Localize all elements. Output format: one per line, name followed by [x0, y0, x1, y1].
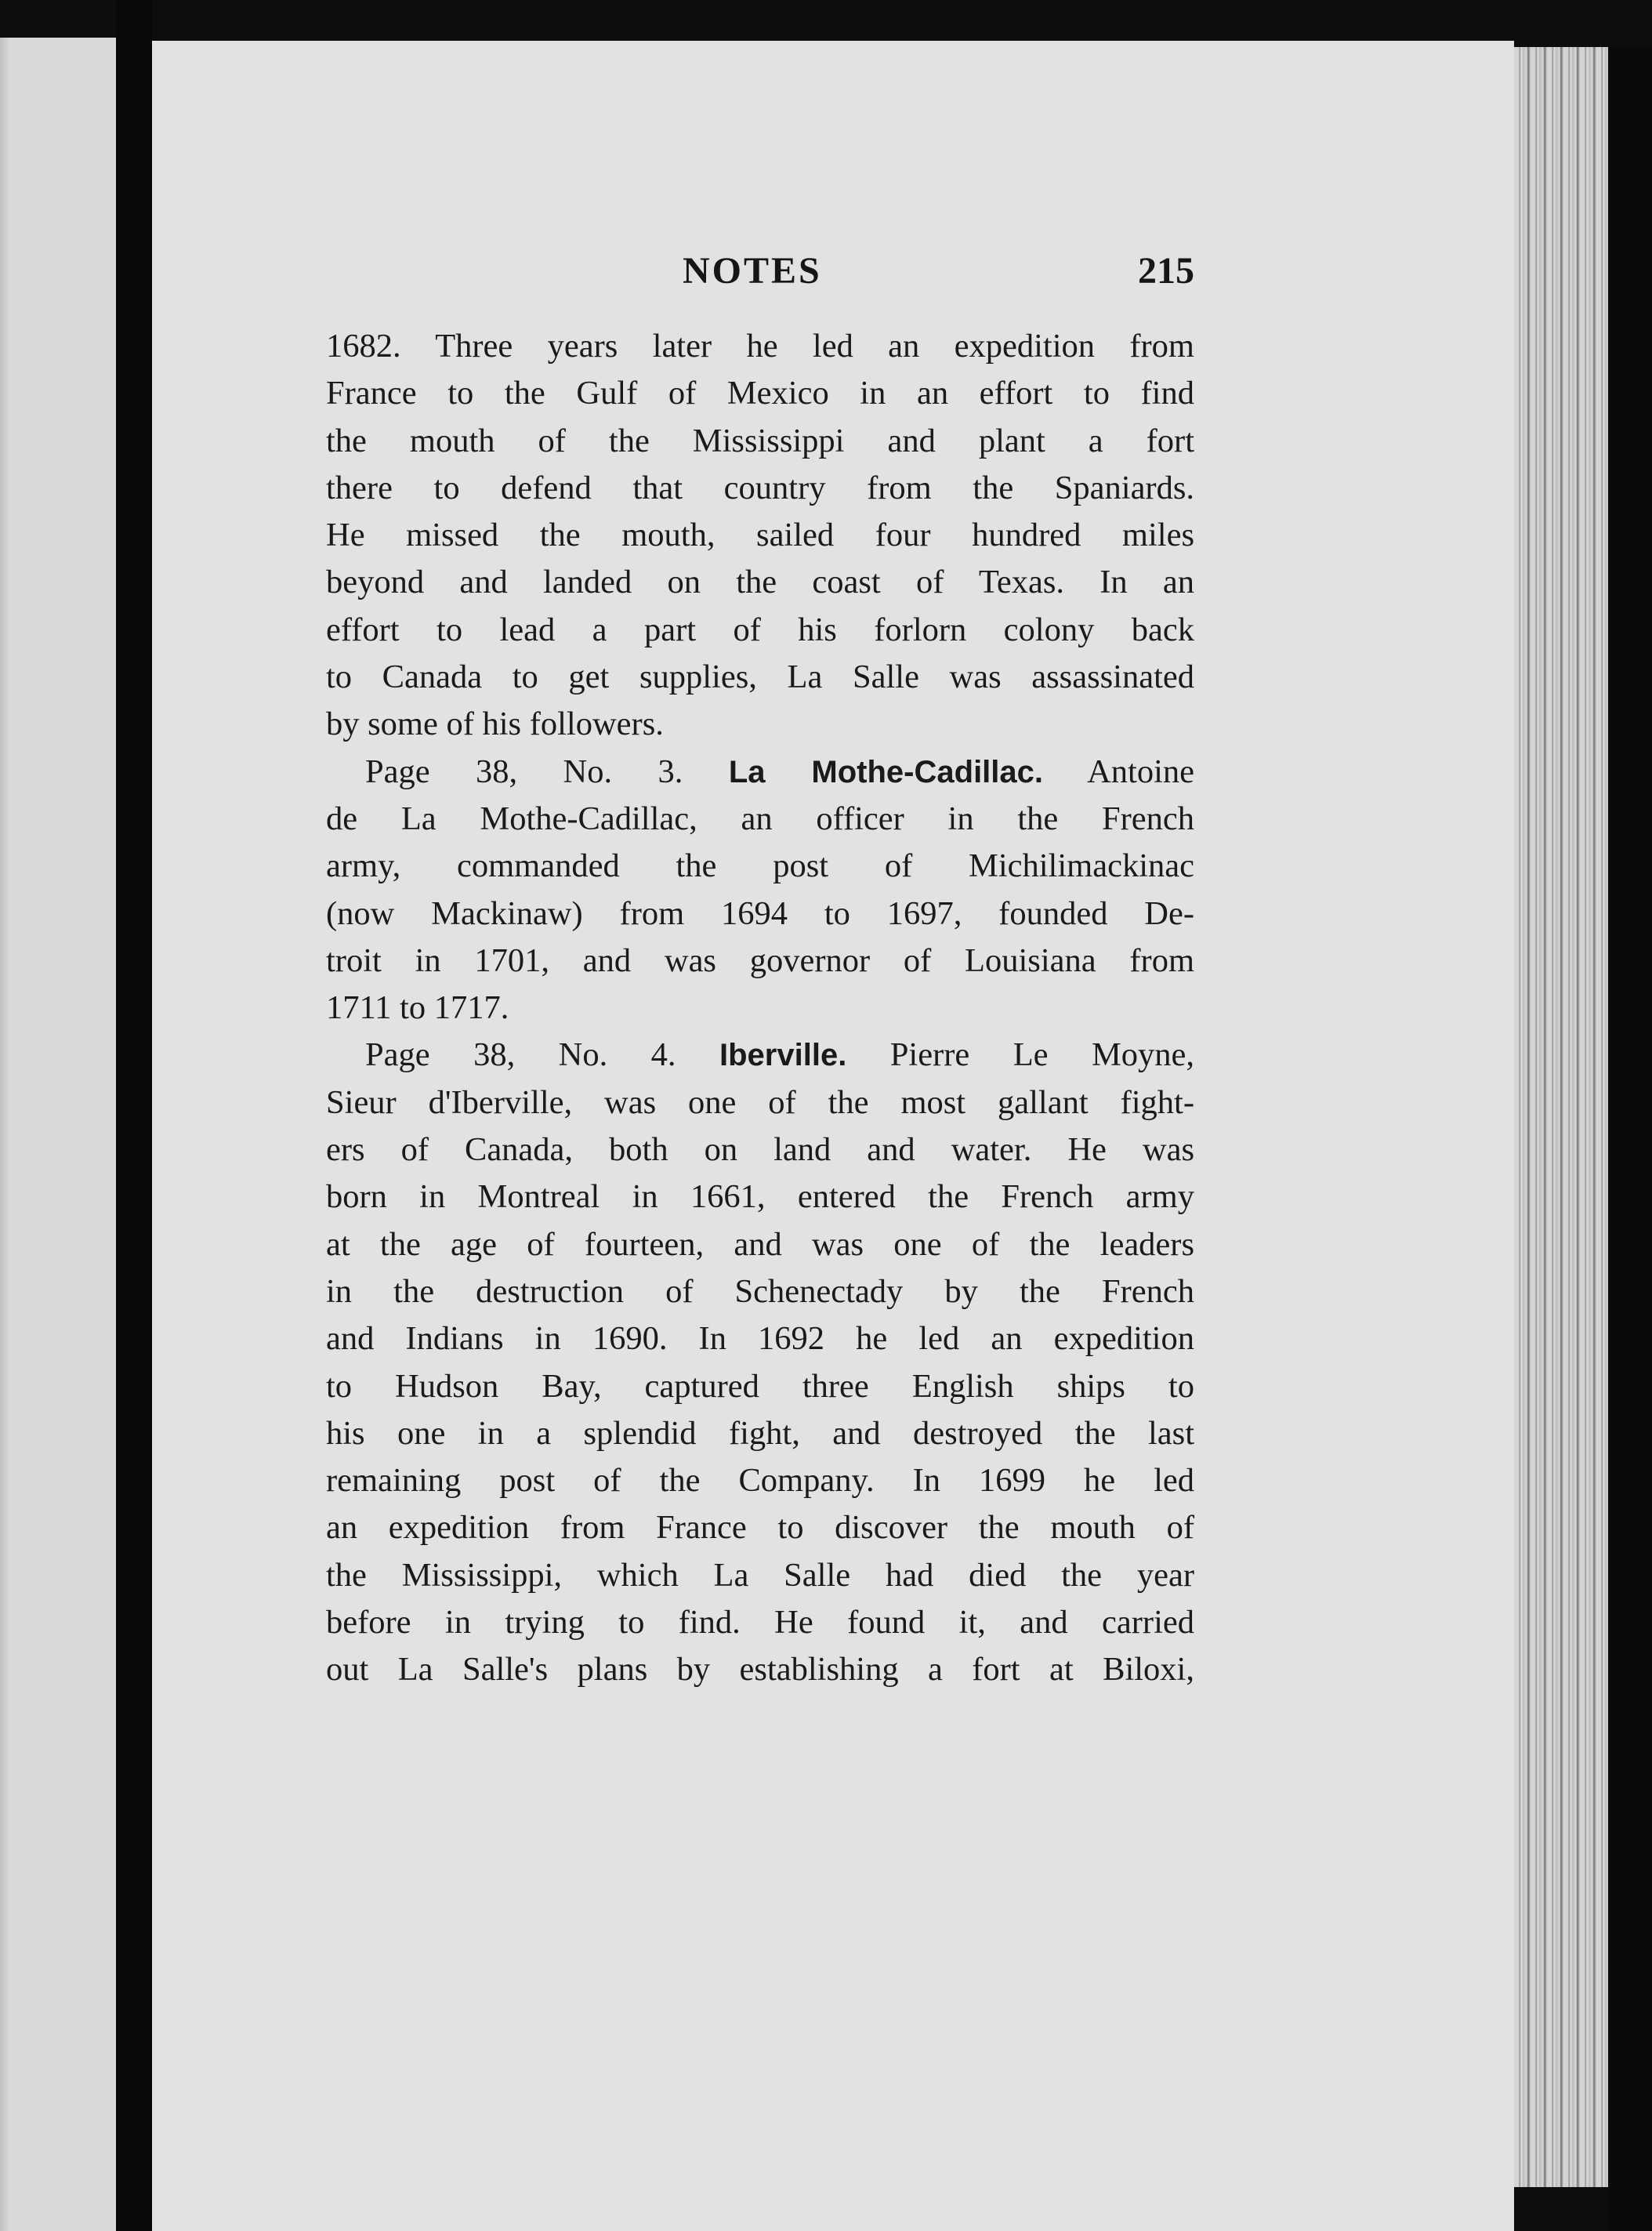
running-head-title: NOTES: [683, 250, 822, 292]
note-first-line: [326, 1032, 1194, 1079]
text-line: effort to lead a part of his forlorn colony back: [326, 611, 1194, 648]
text-line: at the age of fourteen, and was one of the leaders: [326, 1225, 1194, 1263]
note-ref: Page 38, No. 4.: [365, 1036, 676, 1074]
text-line: 1682. Three years later he led an expedition from: [326, 328, 1194, 365]
text-line: army, commanded the post of Michilimackinac: [326, 847, 1194, 885]
right-shadow: [1608, 47, 1652, 2231]
note-first-text: Pierre Le Moyne,: [889, 1036, 1194, 1074]
facing-page-shadow: [0, 38, 9, 2231]
note-heading: La Mothe-Cadillac.: [728, 754, 1044, 789]
text-line: out La Salle's plans by establishing a fort at Biloxi,: [326, 1651, 1194, 1689]
note-first-line: [326, 749, 1194, 796]
text-line: in the destruction of Schenectady by the French: [326, 1272, 1194, 1310]
text-line: (now Mackinaw) from 1694 to 1697, founded De-: [326, 894, 1194, 932]
text-line: the mouth of the Mississippi and plant a fort: [326, 422, 1194, 459]
text-line: there to defend that country from the Spaniards.: [326, 469, 1194, 506]
note-ref: Page 38, No. 3.: [365, 753, 683, 790]
text-line: 1711 to 1717.: [326, 989, 509, 1027]
page-stack-edges: [1514, 47, 1608, 2187]
text-line: troit in 1701, and was governor of Louisiana from: [326, 941, 1194, 979]
body-text: [326, 323, 1194, 1694]
text-line: born in Montreal in 1661, entered the French army: [326, 1178, 1194, 1216]
text-line: an expedition from France to discover the mouth of: [326, 1509, 1194, 1547]
text-line: before in trying to find. He found it, and carried: [326, 1604, 1194, 1642]
facing-page-edge: [0, 38, 116, 2231]
text-line: remaining post of the Company. In 1699 he led: [326, 1462, 1194, 1500]
text-line: and Indians in 1690. In 1692 he led an expedition: [326, 1320, 1194, 1358]
text-line: to Canada to get supplies, La Salle was assassinated: [326, 658, 1194, 696]
note-heading: Iberville.: [719, 1038, 847, 1073]
text-line: beyond and landed on the coast of Texas. In an: [326, 564, 1194, 601]
note-first-text: Antoine: [1087, 753, 1195, 790]
page-number: 215: [1138, 250, 1194, 292]
text-line: by some of his followers.: [326, 706, 664, 743]
text-line: France to the Gulf of Mexico in an effort to find: [326, 375, 1194, 412]
text-line: to Hudson Bay, captured three English ships to: [326, 1367, 1194, 1405]
text-line: Sieur d'Iberville, was one of the most gallant fight-: [326, 1083, 1194, 1121]
running-header: [326, 249, 1194, 296]
text-line: de La Mothe-Cadillac, an officer in the French: [326, 800, 1194, 837]
text-line: his one in a splendid fight, and destroyed the last: [326, 1414, 1194, 1452]
text-line: the Mississippi, which La Salle had died the year: [326, 1556, 1194, 1594]
text-line: He missed the mouth, sailed four hundred miles: [326, 517, 1194, 554]
text-line: ers of Canada, both on land and water. He was: [326, 1131, 1194, 1169]
book-gutter: [116, 0, 152, 2231]
